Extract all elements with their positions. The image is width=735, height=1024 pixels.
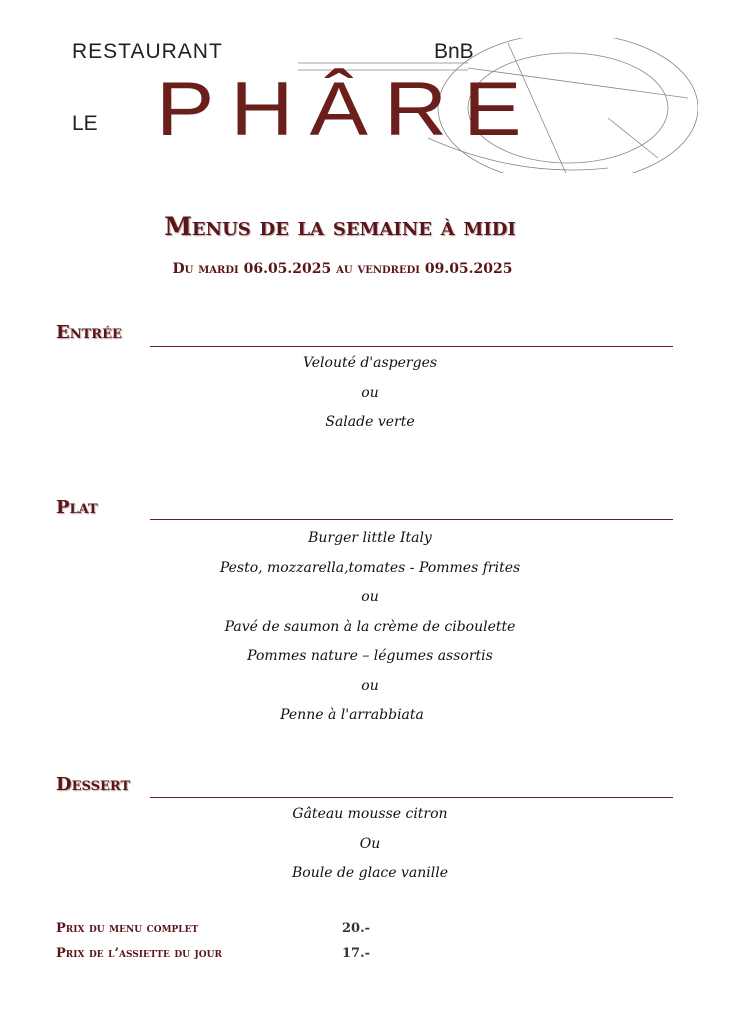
section-heading-entree: Entrée <box>56 322 122 343</box>
menu-item: Pommes nature – légumes assortis <box>247 648 493 664</box>
menu-item: Velouté d'asperges <box>302 355 438 371</box>
date-range: Du mardi 06.05.2025 au vendredi 09.05.2025 <box>172 261 513 277</box>
menu-item: Ou <box>359 835 381 852</box>
plat-list <box>0 524 735 731</box>
logo-le-text: LE <box>72 112 98 135</box>
menu-item: ou <box>361 589 379 605</box>
menu-item: Gâteau mousse citron <box>292 806 448 822</box>
section-heading-dessert: Dessert <box>56 774 131 795</box>
price-label-menu: Prix du menu complet <box>56 921 199 936</box>
logo-restaurant-text: RESTAURANT <box>72 40 223 63</box>
menu-item: Boule de glace vanille <box>292 865 448 881</box>
divider <box>150 519 673 520</box>
menu-item: Salade verte <box>325 414 415 430</box>
section-heading-plat: Plat <box>56 497 98 518</box>
menu-item: Pesto, mozzarella,tomates - Pommes frites <box>219 559 521 576</box>
logo-bnb-text: BnB <box>434 40 474 63</box>
menu-item: ou <box>361 384 379 401</box>
price-value-menu: 20.- <box>342 921 371 936</box>
price-label-assiette: Prix de l’assiette du jour <box>56 946 222 961</box>
divider <box>150 346 673 347</box>
logo-phare-text: PHÂRE <box>156 67 538 152</box>
price-value-assiette: 17.- <box>342 946 371 961</box>
restaurant-logo <box>48 38 698 173</box>
menu-item: Burger little Italy <box>308 530 432 546</box>
menu-item: Penne à l'arrabbiata <box>280 707 424 723</box>
divider <box>150 797 673 798</box>
dessert-list <box>0 800 735 889</box>
menu-item: ou <box>361 677 379 694</box>
menu-item: Pavé de saumon à la crème de ciboulette <box>224 618 516 635</box>
page-title: Menus de la semaine à midi <box>164 212 516 241</box>
entree-list <box>0 349 735 438</box>
